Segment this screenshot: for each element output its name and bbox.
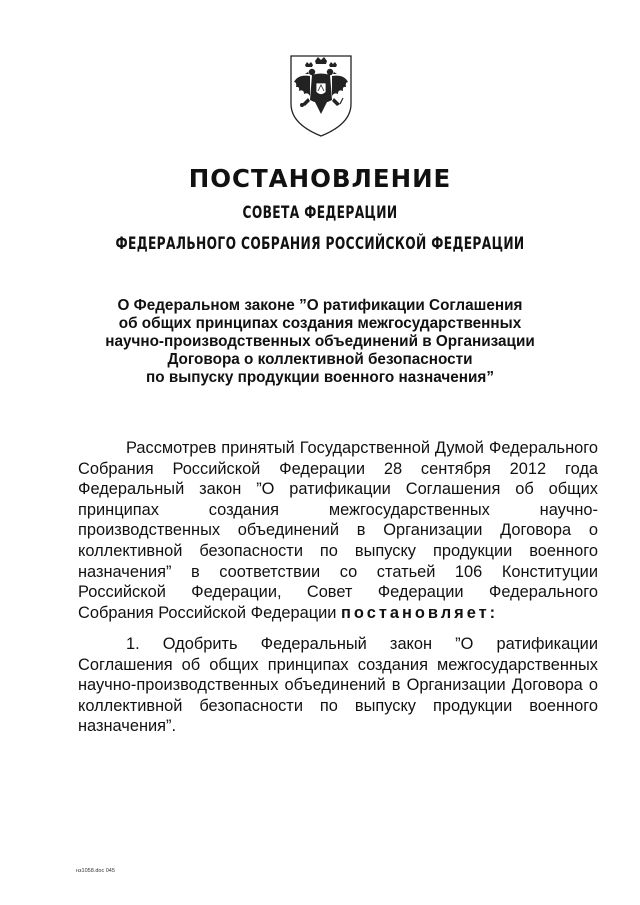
paragraph-line: Российской Федерации, Совет Федерации Федерального (78, 583, 598, 602)
paragraph-line: назначения”. (78, 717, 177, 736)
subject-line: научно-производственных объединений в Организации (105, 333, 535, 350)
subject-line: Договора о коллективной безопасности (167, 351, 473, 368)
paragraph-line: Рассмотрев принятый Государственной Думой Федерального (126, 439, 598, 457)
issuer-line-1: СОВЕТА ФЕДЕРАЦИИ (242, 203, 398, 223)
paragraph-line: 1. Одобрить Федеральный закон ”О ратификации (126, 635, 598, 653)
resolution-verb: постановляет: (341, 603, 499, 622)
coat-of-arms-icon (288, 52, 354, 138)
issuer-line-2: ФЕДЕРАЛЬНОГО СОБРАНИЯ РОССИЙСКОЙ ФЕДЕРАЦИИ (115, 234, 525, 254)
document-title: ПОСТАНОВЛЕНИЕ (188, 164, 452, 193)
subject-line: О Федеральном законе ”О ратификации Соглашения (117, 297, 523, 314)
subject-line: об общих принципах создания межгосударственных (118, 315, 522, 332)
file-code: нз1058.doc 045 (76, 868, 115, 874)
paragraph-line: назначения” в соответствии со статьей 106 Конституции (78, 562, 598, 581)
preamble-paragraph (78, 438, 598, 623)
paragraph-line: Соглашения об общих принципах создания межгосударственных (78, 655, 598, 674)
paragraph-line: научно-производственных объединений в Организации Договора о (78, 676, 598, 695)
paragraph-line: Собрания Российской Федерации (78, 603, 337, 622)
document-subject (60, 297, 580, 387)
paragraph-line: принципах создания межгосударственных научно- (78, 500, 598, 519)
paragraph-line: коллективной безопасности по выпуску продукции военного (78, 541, 598, 560)
paragraph-line: производственных объединений в Организации Договора о (78, 521, 598, 540)
paragraph-line: коллективной безопасности по выпуску продукции военного (78, 696, 598, 715)
paragraph-final-line (78, 603, 598, 624)
paragraph-line: Федеральный закон ”О ратификации Соглашения об общих (78, 480, 598, 499)
subject-line: по выпуску продукции военного назначения” (146, 369, 494, 386)
resolution-item-1 (78, 634, 598, 737)
paragraph-line: Собрания Российской Федерации 28 сентября 2012 года (78, 459, 598, 478)
